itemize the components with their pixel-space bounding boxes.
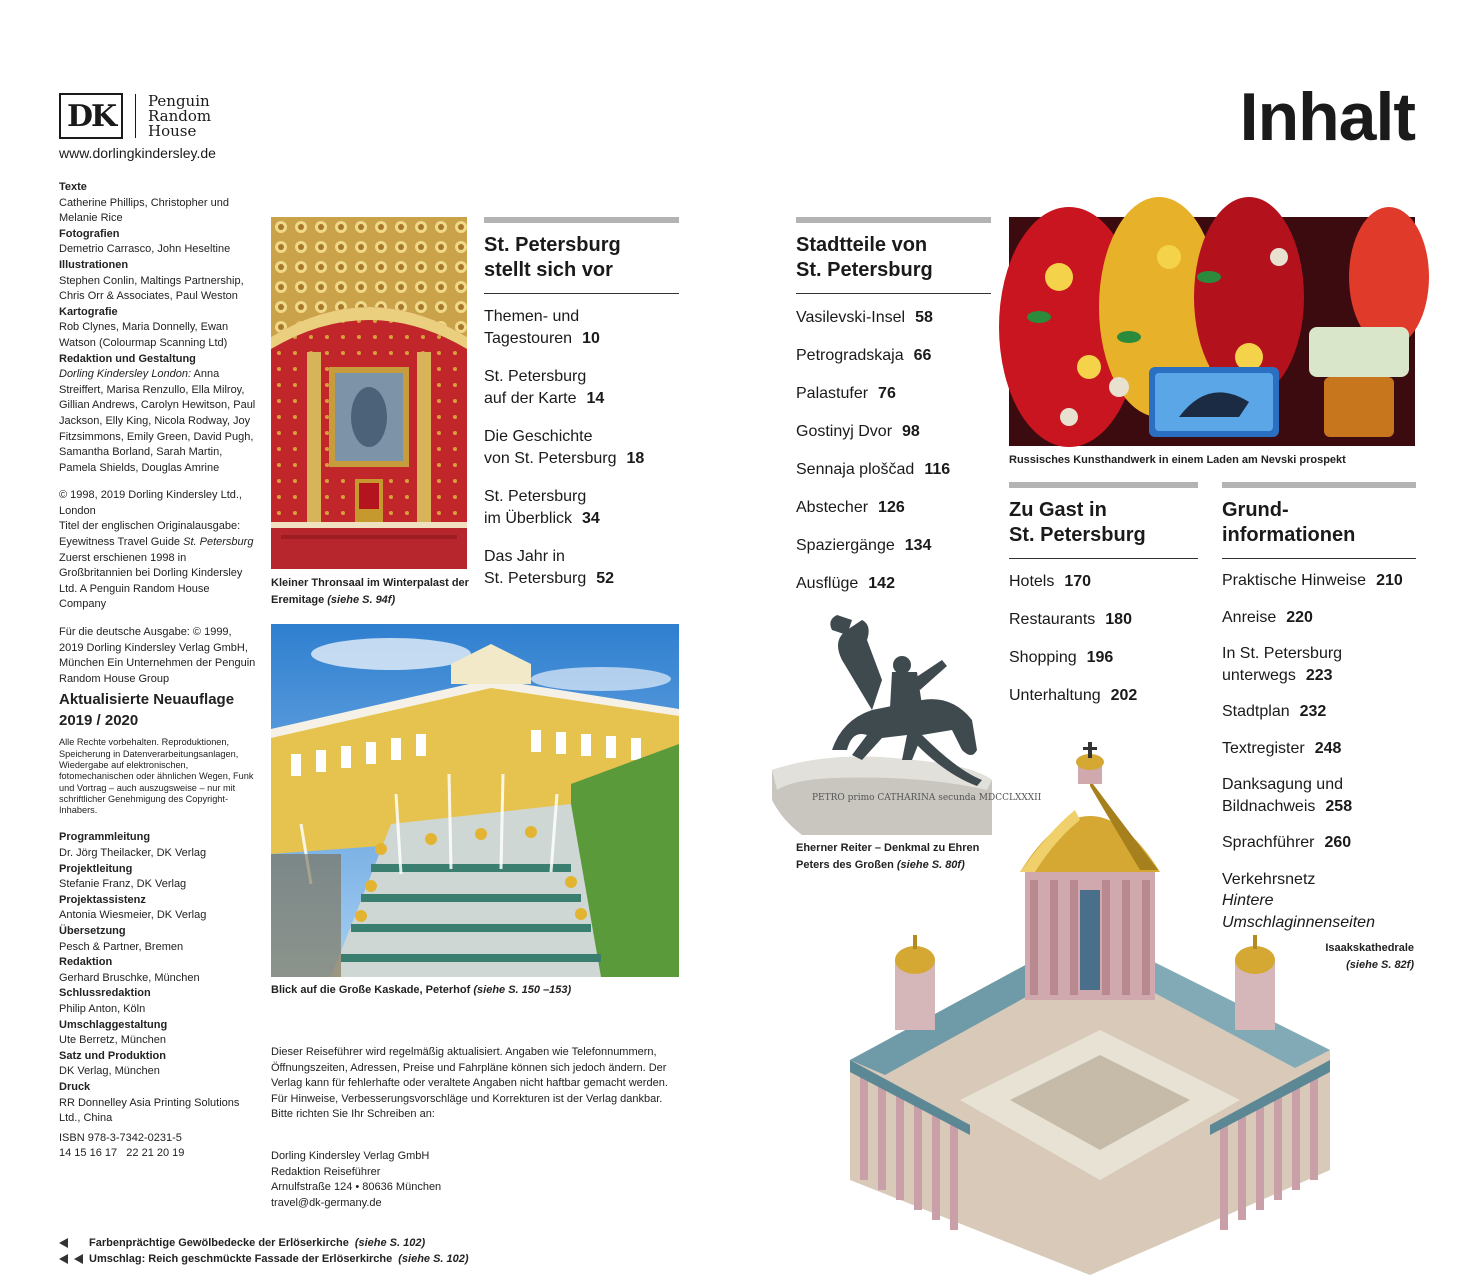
toc-item[interactable]: Sprachführer 260 [1222,834,1352,851]
credit-value: Catherine Phillips, Christopher und Melanie Rice [59,196,229,225]
toc-section-heading: Zu Gast in St. Petersburg [1009,498,1198,559]
cover-note: Umschlag: Reich geschmückte Fassade der Erlöserkirche (siehe S. 102) [59,1251,469,1267]
credit-label: Übersetzung [59,925,126,938]
toc-item[interactable]: Gostinyj Dvor 98 [796,423,920,440]
toc-item[interactable]: Danksagung und Bildnachweis 258 [1222,776,1353,815]
russian-crafts-caption: Russisches Kunsthandwerk in einem Laden am Nevski prospekt [1009,454,1346,466]
toc-item[interactable]: St. Petersburg auf der Karte 14 [484,368,605,407]
toc-item[interactable]: St. Petersburg im Überblick 34 [484,488,600,527]
credit-label: Satz und Produktion [59,1049,166,1062]
credit-value: Ute Berretz, München [59,1034,166,1047]
isaac-cathedral-illustration [840,740,1335,1275]
credit-label: Projektassistenz [59,893,146,906]
toc-section-districts [796,217,991,595]
german-edition: Für die deutsche Ausgabe: © 1999, 2019 Dorling Kindersley Verlag GmbH, München Ein Unternehmen der Penguin Random House Group [59,626,256,685]
credit-value: Pesch & Partner, Bremen [59,940,184,953]
penguin-random-house-wordmark: Penguin Random House [148,91,212,140]
page-title: Inhalt [1239,79,1415,155]
credit-label: Projektleitung [59,862,133,875]
credit-value: Antonia Wiesmeier, DK Verlag [59,909,207,922]
credit-label: Illustrationen [59,258,129,271]
peterhof-cascade-photo [271,624,679,977]
publisher-logo [59,93,211,139]
toc-list [1009,571,1198,707]
toc-section-heading: Stadtteile von St. Petersburg [796,233,991,294]
arrow-left-icon [59,1254,68,1264]
throne-room-photo [271,217,467,569]
credit-label: Umschlaggestaltung [59,1018,168,1031]
original-edition: Titel der englischen Originalausgabe: Eyewitness Travel Guide St. Petersburg Zuerst erschienen 1998 in Großbritannien bei Dorling Kindersley Ltd. A Penguin Random House Company [59,520,254,611]
toc-item[interactable]: Ausflüge 142 [796,575,895,592]
arrow-left-icon [74,1254,83,1264]
toc-section-guest [1009,482,1198,707]
toc-item[interactable]: Textregister 248 [1222,739,1342,757]
credit-label: Schlussredaktion [59,987,151,1000]
pedestal-inscription: PETRO primo CATHARINA secunda MDCCLXXXII [812,793,1042,803]
credit-label: Redaktion [59,956,113,969]
credit-value: Dr. Jörg Theilacker, DK Verlag [59,847,207,860]
isbn: ISBN 978-3-7342-0231-5 [59,1131,182,1144]
publisher-address: Dorling Kindersley Verlag GmbH Redaktion Reiseführer Arnulfstraße 124 • 80636 München travel@dk-germany.de [271,1149,441,1211]
print-run: 14 15 16 17 22 21 20 19 [59,1147,185,1160]
credit-value: Stephen Conlin, Maltings Partnership, Chris Orr & Associates, Paul Weston [59,274,244,303]
update-notice: Dieser Reiseführer wird regelmäßig aktualisiert. Angaben wie Telefonnummern, Öffnungszeiten, Adressen, Preise und Fahrpläne können sich jedoch ändern. Der Verlag kann für fehlerhafte oder veraltete Angaben nicht haftbar gemacht werden. Für Hinweise, Verbesserungsvorschläge und Korrekturen ist der Verlag dankbar. Bitte richten Sie Ihr Schreiben an: [271,1046,668,1121]
toc-item[interactable]: Unterhaltung 202 [1009,687,1138,704]
toc-item[interactable]: Hotels 170 [1009,573,1092,590]
credit-label: Texte [59,181,87,193]
toc-section-intro [484,217,679,589]
peterhof-caption: Blick auf die Große Kaskade, Peterhof (siehe S. 150 –153) [271,984,572,996]
credit-value: Rob Clynes, Maria Donnelly, Ewan Watson (Colourmap Scanning Ltd) [59,321,229,349]
credit-label: Fotografien [59,227,120,240]
toc-list [484,306,679,589]
edition-title: Aktualisierte Neuauflage 2019 / 2020 [59,691,235,730]
credit-label: Redaktion und Gestaltung [59,352,196,365]
credit-label: Programmleitung [59,831,151,844]
toc-item[interactable]: Das Jahr in St. Petersburg 52 [484,548,615,587]
toc-section-heading: St. Petersburg stellt sich vor [484,233,679,294]
cover-notes [59,1235,469,1267]
russian-crafts-photo [1009,217,1415,446]
toc-list [796,307,991,595]
copyright-line: © 1998, 2019 Dorling Kindersley Ltd., London [59,489,242,517]
credit-value: Gerhard Bruschke, München [59,971,200,984]
toc-item[interactable]: Die Geschichte von St. Petersburg 18 [484,428,645,467]
credit-value: Stefanie Franz, DK Verlag [59,878,187,891]
credit-label: Kartografie [59,305,118,318]
bronze-horseman-caption: Eherner Reiter – Denkmal zu Ehren Peters des Großen (siehe S. 80f) [796,842,980,871]
toc-item[interactable]: In St. Petersburg unterwegs 223 [1222,645,1343,684]
toc-item[interactable]: Praktische Hinweise 210 [1222,572,1403,589]
credit-value: RR Donnelley Asia Printing Solutions Ltd., China [59,1096,240,1125]
toc-item[interactable]: Restaurants 180 [1009,611,1132,628]
isaac-cathedral-caption: Isaakskathedrale (siehe S. 82f) [1325,942,1414,971]
credit-value: Demetrio Carrasco, John Heseltine [59,243,231,256]
toc-item[interactable]: Stadtplan 232 [1222,703,1327,720]
toc-item[interactable]: Anreise 220 [1222,608,1313,626]
contact-email[interactable]: travel@dk-germany.de [271,1196,382,1209]
arrow-left-icon [59,1238,68,1248]
throne-room-caption: Kleiner Thronsaal im Winterpalast der Eremitage (siehe S. 94f) [271,577,469,606]
credit-value: DK Verlag, München [59,1065,160,1078]
credit-value: Dorling Kindersley London: Anna Streiffert, Marisa Renzullo, Ella Milroy, Gillian Andrews, Carolyn Hewitson, Paul Jackson, Elly King, Nicola Rodway, Joy Fitzsimmons, Emily Green, David Pugh, Samantha Borland, Sarah Martin, Pamela Shields, Douglas Amrine [59,368,256,474]
toc-item[interactable]: Shopping 196 [1009,649,1114,666]
toc-item[interactable]: Abstecher 126 [796,499,905,516]
imprint-column [59,180,259,1162]
publisher-website: www.dorlingkindersley.de [59,145,216,161]
toc-item[interactable]: Verkehrsnetz Hintere Umschlaginnenseiten [1222,870,1375,931]
cover-note: Farbenprächtige Gewölbedecke der Erlöserkirche (siehe S. 102) [59,1235,469,1251]
toc-section-heading: Grund- informationen [1222,498,1416,559]
dk-logo-icon: DK [59,93,123,139]
toc-item[interactable]: Vasilevski-Insel 58 [796,309,933,326]
rights-notice: Alle Rechte vorbehalten. Reproduktionen, Speicherung in Datenverarbeitungsanlagen, Wiedergabe auf elektronischen, fotomechanischen oder ähnlichen Wegen, Funk und Vortrag – auch auszugsweise – nur mit schriftlicher Genehmigung des Copyright-Inhabers. [59,737,254,816]
logo-divider [135,94,136,138]
credit-value: Philip Anton, Köln [59,1003,146,1016]
credit-label: Druck [59,1080,91,1093]
toc-item[interactable]: Sennaja ploščad 116 [796,461,951,478]
toc-item[interactable]: Petrogradskaja 66 [796,347,932,364]
toc-item[interactable]: Spaziergänge 134 [796,537,932,554]
toc-item[interactable]: Palastufer 76 [796,385,896,402]
toc-item[interactable]: Themen- und Tagestouren 10 [484,308,600,347]
